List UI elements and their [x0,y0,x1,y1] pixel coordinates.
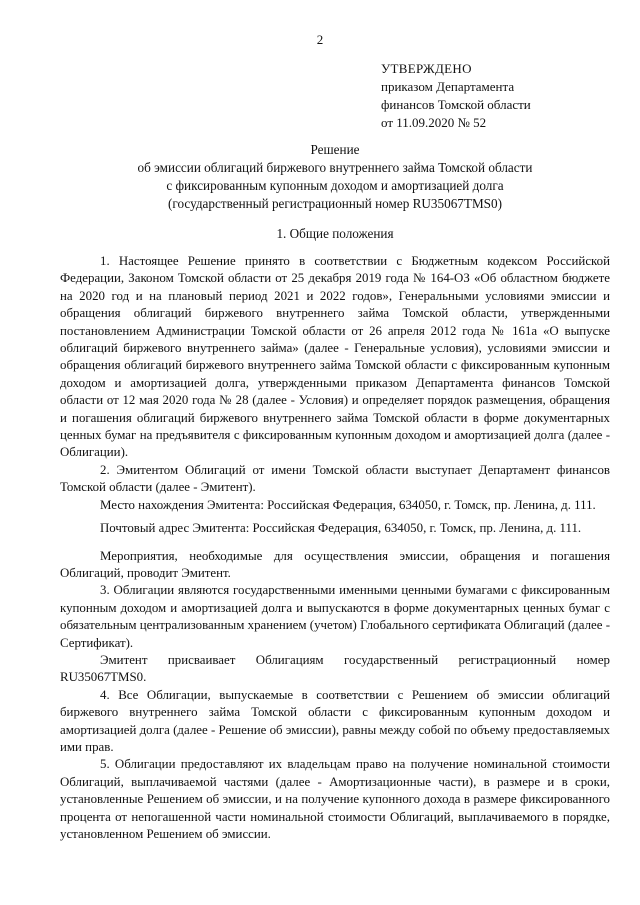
paragraph: 2. Эмитентом Облигаций от имени Томской области выступает Департамент финансов Томской области (далее - Эмитент). [60,462,610,495]
approval-line: приказом Департамента [381,79,515,94]
paragraph: 4. Все Облигации, выпускаемые в соответствии с Решением об эмиссии облигаций биржевого внутреннего займа Томской области с фиксированным купонным доходом и амортизацией долга (далее - Решение об эмиссии), равны между собой по объему предоставляемых ими прав. [60,687,610,754]
approval-line: от 11.09.2020 № 52 [381,115,487,130]
paragraph: 3. Облигации являются государственными именными ценными бумагами с фиксированным купонным доходом и амортизацией долга и выпускаются в форме документарных ценных бумаг с обязательным централизованным хранением (учетом) Глобального сертификата Облигаций (далее - Сертификат). [60,583,610,650]
paragraph: Почтовый адрес Эмитента: Российская Федерация, 634050, г. Томск, пр. Ленина, д. 111. [100,521,582,536]
document-body [60,253,610,843]
title-line: об эмиссии облигаций биржевого внутреннего займа Томской области [137,160,533,175]
paragraph: 5. Облигации предоставляют их владельцам право на получение номинальной стоимости Облигаций, выплачиваемой частями (далее - Амортизационные части), в размере и в сроки, установленные Решением об эмиссии, и на получение купонного дохода в размере фиксированного процента от непогашенной части номинальной стоимости Облигаций, выплачиваемого в порядке, установленном Решением об эмиссии. [60,757,610,841]
paragraph: 1. Настоящее Решение принято в соответствии с Бюджетным кодексом Российской Федерации, Законом Томской области от 25 декабря 2019 года № 164-ОЗ «Об областном бюджете на 2020 год и на плановый период 2021 и 2022 годов», Генеральными условиями эмиссии и обращения облигаций биржевого внутреннего займа Томской области, утвержденными постановлением Администрации Томской области от 26 апреля 2012 года № 161а «О выпуске облигаций биржевого внутреннего займа» (далее - Генеральные условия), условиями эмиссии и обращения облигаций биржевого внутреннего займа Томской области с фиксированным купонным доходом и амортизацией долга, утвержденными приказом Департамента финансов Томской области от 12 мая 2020 года № 28 (далее - Условия) и определяет порядок размещения, обращения и погашения облигаций биржевого внутреннего займа Томской области в форме документарных ценных бумаг на предъявителя с фиксированным купонным доходом и амортизацией долга (далее - Облигации). [60,254,610,460]
title-line: Решение [310,142,360,157]
title-line: (государственный регистрационный номер RU35067TMS0) [168,196,502,211]
approval-block [381,60,531,132]
approval-line: финансов Томской области [381,97,531,112]
section-heading: 1. Общие положения [276,226,394,241]
approval-heading: УТВЕРЖДЕНО [381,61,472,76]
page-number: 2 [316,32,324,47]
paragraph: Мероприятия, необходимые для осуществления эмиссии, обращения и погашения Облигаций, проводит Эмитент. [60,548,610,580]
document-title [60,141,610,213]
paragraph: Эмитент присваивает Облигациям государственный регистрационный номер RU35067TMS0. [60,652,610,685]
title-line: с фиксированным купонным доходом и амортизацией долга [166,178,504,193]
paragraph: Место нахождения Эмитента: Российская Федерация, 634050, г. Томск, пр. Ленина, д. 111. [100,497,596,512]
